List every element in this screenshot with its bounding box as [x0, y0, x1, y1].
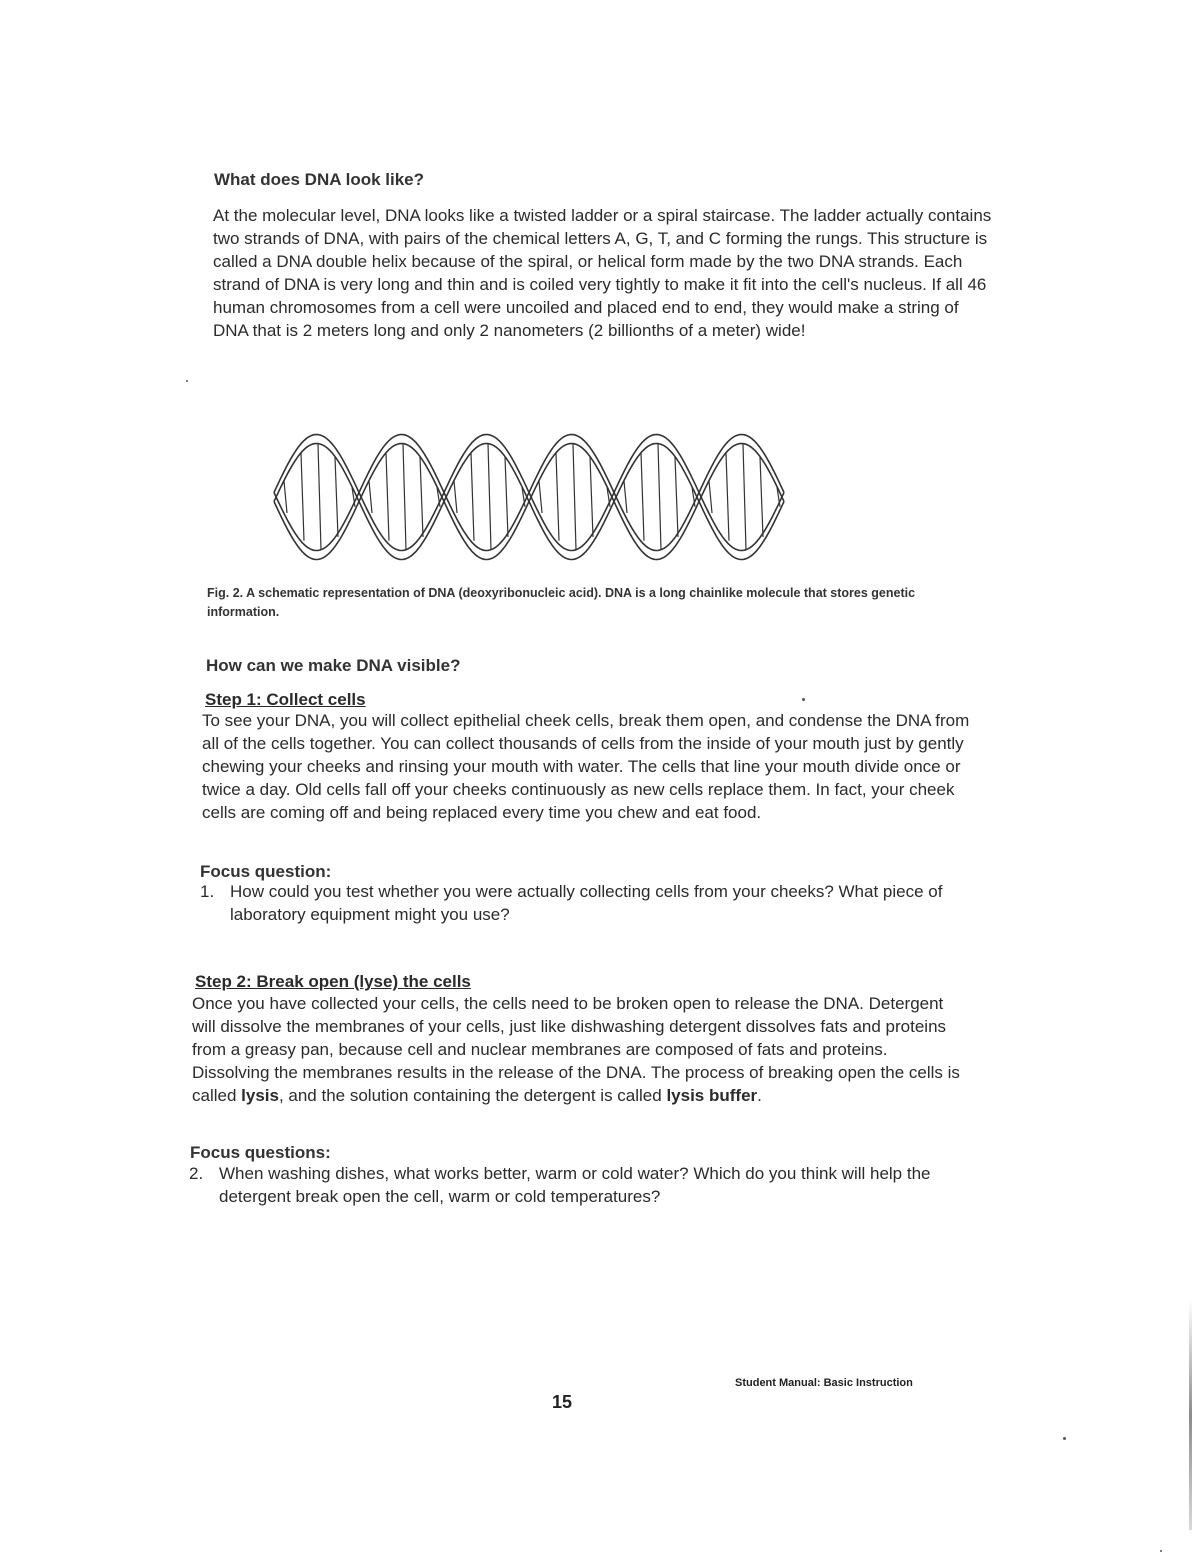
step2-title: Step 2: Break open (lyse) the cells	[195, 972, 471, 991]
manual-footer-label: Student Manual: Basic Instruction	[735, 1377, 913, 1389]
question-number: 2.	[189, 1164, 204, 1183]
helix-base-pair-rung	[284, 481, 287, 513]
step2-text-part3: .	[757, 1086, 762, 1105]
helix-base-pair-rung	[403, 444, 406, 550]
scan-edge-shadow	[1189, 1300, 1192, 1530]
step1-paragraph: To see your DNA, you will collect epithelial cheek cells, break them open, and condense the DNA from all of the cells together. You can collect thousands of cells from the inside of your mouth just by gently chewing your cheeks and rinsing your mouth with water. The cells that line your mouth divide once or twice a day. Old cells fall off your cheeks continuously as new cells replace them. In fact, your cheek cells are coming off and being replaced every time you chew and eat food.	[202, 711, 970, 822]
scan-speck	[186, 380, 188, 382]
helix-base-pair-rung	[556, 453, 559, 540]
helix-base-pair-rung	[335, 457, 338, 537]
helix-base-pair-rung	[539, 481, 542, 513]
helix-base-pair-rung	[743, 444, 746, 550]
helix-base-pair-rung	[505, 457, 508, 537]
helix-base-pair-rung	[658, 444, 661, 550]
section-heading-dna-look: What does DNA look like?	[214, 170, 425, 189]
step2-focus-label: Focus questions:	[190, 1143, 331, 1162]
helix-base-pair-rung	[624, 481, 627, 513]
page-number: 15	[552, 1392, 573, 1412]
step1-focus-label: Focus question:	[200, 862, 332, 881]
dna-double-helix-figure	[262, 425, 797, 580]
question-text: When washing dishes, what works better, warm or cold water? Which do you think will help the detergent break open the cell, warm or cold temperatures?	[219, 1164, 931, 1206]
helix-base-pair-rung	[488, 444, 491, 550]
step2-text-part2: , and the solution containing the detergent is called	[278, 1086, 667, 1105]
term-lysis: lysis	[241, 1086, 279, 1105]
helix-base-pair-rung	[573, 444, 576, 550]
scan-speck	[1160, 1550, 1162, 1552]
helix-base-pair-rung	[369, 481, 372, 513]
step2-paragraph	[192, 992, 967, 1107]
question-text: How could you test whether you were actually collecting cells from your cheeks? What piece of laboratory equipment might you use?	[230, 882, 943, 924]
figure-caption: Fig. 2. A schematic representation of DNA (deoxyribonucleic acid). DNA is a long chainlike molecule that stores genetic information.	[207, 586, 916, 619]
helix-base-pair-rung	[709, 481, 712, 513]
question-number: 1.	[200, 882, 215, 901]
helix-strand-b-inner	[274, 444, 784, 560]
helix-base-pair-rung	[641, 453, 644, 540]
helix-base-pair-rung	[726, 453, 729, 540]
helix-base-pair-rung	[471, 453, 474, 540]
helix-base-pair-rung	[760, 457, 763, 537]
scan-speck	[802, 698, 805, 701]
step1-title: Step 1: Collect cells	[205, 690, 366, 709]
helix-base-pair-rung	[675, 457, 678, 537]
focus-question-1	[200, 880, 965, 926]
term-lysis-buffer: lysis buffer	[666, 1086, 758, 1105]
helix-base-pair-rung	[454, 481, 457, 513]
helix-base-pair-rung	[301, 453, 304, 540]
focus-question-2	[189, 1162, 959, 1208]
helix-strand-b-outer	[274, 435, 784, 551]
helix-base-pair-rung	[386, 453, 389, 540]
helix-base-pair-rung	[590, 457, 593, 537]
scan-speck	[1063, 1437, 1066, 1440]
dna-description-paragraph: At the molecular level, DNA looks like a twisted ladder or a spiral staircase. The ladder actually contains two strands of DNA, with pairs of the chemical letters A, G, T, and C forming the rungs. This structure is called a DNA double helix because of the spiral, or helical form made by the two DNA strands. Each strand of DNA is very long and thin and is coiled very tightly to make it fit into the cell's nucleus. If all 46 human chromosomes from a cell were uncoiled and placed end to end, they would make a string of DNA that is 2 meters long and only 2 nanometers (2 billionths of a meter) wide!	[213, 206, 992, 340]
helix-base-pair-rung	[420, 457, 423, 537]
section-heading-make-dna-visible: How can we make DNA visible?	[206, 656, 461, 675]
helix-base-pair-rung	[318, 444, 321, 550]
step2-text-part1: Once you have collected your cells, the cells need to be broken open to release the DNA. Detergent will dissolve the membranes of your cells, just like dishwashing detergent dissolves fats and proteins from a greasy pan, because cell and nuclear membranes are composed of fats and proteins. Dissolving the membranes results in the release of the DNA. The process of breaking open the cells is called	[192, 994, 960, 1105]
